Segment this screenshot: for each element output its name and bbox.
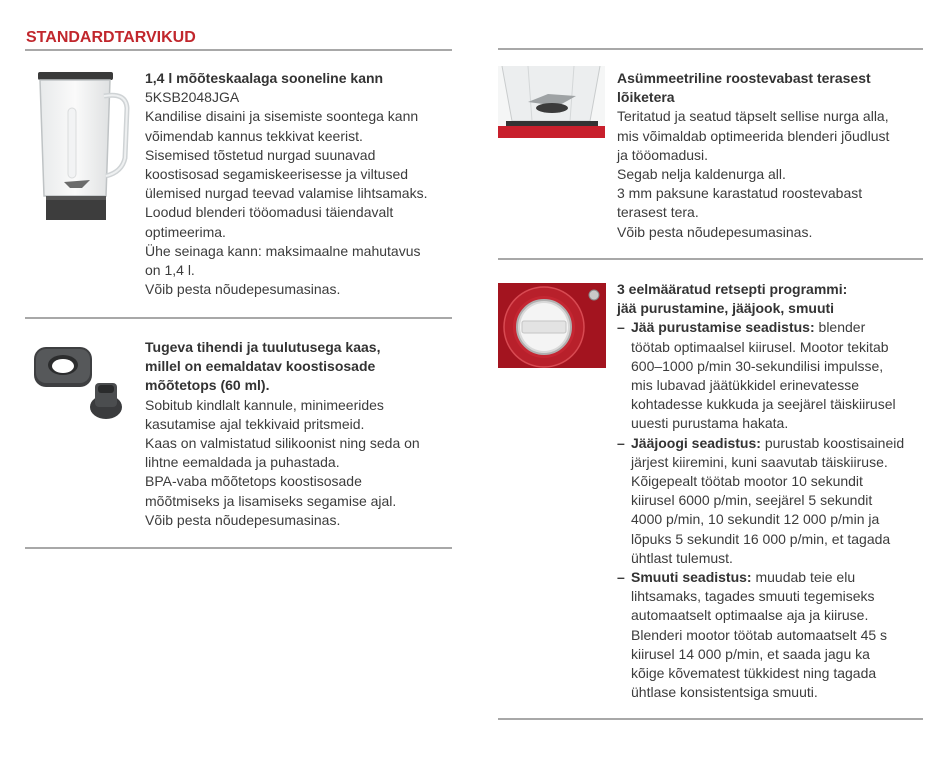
description-line: Sobitub kindlalt kannule, minimeerides [145,396,384,413]
description-line: Võib pesta nõudepesumasinas. [617,223,813,240]
description-line: mis võimaldab optimeerida blenderi jõudlust [617,127,890,144]
description-line: Kaas on valmistatud silikoonist ning seda on [145,435,420,452]
description-line: terasest tera. [617,204,699,221]
control-dial-icon [498,283,606,368]
description-line: kiirusel 6000 p/min, seejärel 5 sekundit [631,492,873,509]
description-line: kõige kõvematest tükkidest ning tagada [631,665,877,682]
divider [25,547,452,549]
description-line: koostisosad segamiskeerisesse ja viltused [145,166,409,183]
description-line: lihtne eemaldada ja puhastada. [145,454,340,471]
description-line: Võib pesta nõudepesumasinas. [145,511,341,528]
description-line: 600–1000 p/min 30-sekundilisi impulsse, [631,357,884,374]
description-line: töötab optimaalsel kiirusel. Mootor tekitab [631,338,889,355]
blade-assembly-icon [498,66,605,138]
description-line: ülemised nurgad teevad valamise lihtsamaks. [145,185,428,202]
product-title-line: Asümmeetriline roostevabast terasest [617,70,871,86]
product-title: 1,4 l mõõteskaalaga sooneline kann [145,70,384,86]
description-line: mõõtmiseks ja lisamiseks segamise ajal. [145,492,397,509]
description-line: 4000 p/min, 10 sekundit 12 000 p/min ja [631,511,880,528]
product-title-line: 3 eelmääratud retsepti programmi: [617,281,848,297]
description-line: 3 mm paksune karastatud roostevabast [617,185,863,202]
description-line: Võib pesta nõudepesumasinas. [145,281,341,298]
description-line: ja tööomadusi. [617,146,709,163]
divider [25,317,452,319]
description-line: järjest kiiremini, kuni saavutab täiskiiruse. [631,453,888,470]
program-label: Smuuti seadistus: [631,569,752,586]
description-line: Sisemised tõstetud nurgad suunavad [145,146,376,163]
program-label: Jääjoogi seadistus: [631,434,761,451]
description-line: Segab nelja kaldenurga all. [617,166,786,183]
description-line: Ühe seinaga kann: maksimaalne mahutavus [145,242,421,259]
description-line: kiirusel 14 000 p/min, et saada jagu ka [631,645,870,662]
divider [498,48,923,50]
description-line: on 1,4 l. [145,262,195,279]
divider [498,258,923,260]
description-line: uuesti purustama hakata. [631,415,789,432]
description-line: lõpuks 5 sekundit 16 000 p/min, et tagada [631,530,891,547]
description-line: mis lubavad jäätükkidel erinevatesse [631,377,860,394]
description-line: ühtlase konsistentsiga smuuti. [631,684,818,701]
program-ice-crush: – Jää purustamise seadistus: blender töötab optimaalsel kiirusel. Mootor tekitab 600–1000 p/min 30-sekundilisi impulsse, mis lubavad jäätükkidel erinevatesse kohtadesse kukkuda ja seejärel täiskiirusel uuesti purustama hakata. [617,318,932,433]
product-model-number: 5KSB2048JGA [145,89,240,106]
description-line: kasutamise ajal tekkivaid pritsmeid. [145,415,365,432]
product-title-line: Tugeva tihendi ja tuulutusega kaas, [145,339,381,355]
program-icy-drink: – Jääjoogi seadistus: purustab koostisaineid järjest kiiremini, kuni saavutab täiskiiruse. Kõigepealt töötab mootor 10 sekundit kiirusel 6000 p/min, seejärel 5 sekundit 4000 p/min, 10 sekundit 12 000 p/min ja lõpuks 5 sekundit 16 000 p/min, et tagada ühtlast tulemust. [617,434,932,568]
description-line: Kõigepealt töötab mootor 10 sekundit [631,473,863,490]
program-label: Jää purustamise seadistus: [631,319,815,336]
lid-and-measuring-cup-icon [30,343,135,423]
product-title-line: lõiketera [617,89,675,106]
divider [498,718,923,720]
blender-jar-icon [30,68,135,223]
program-smoothie: – Smuuti seadistus: muudab teie elu lihtsamaks, tagades smuuti tegemiseks automaatselt optimaalse aja ja kiiruse. Blenderi mootor töötab automaatselt 45 s kiirusel 14 000 p/min, et saada jagu ka kõige kõvematest tükkidest ning tagada ühtlase konsistentsiga smuuti. [617,568,932,702]
divider [25,49,452,51]
description-line: võimendab kannus tekkivat keerist. [145,127,363,144]
description-line: BPA-vaba mõõtetops koostisosade [145,473,362,490]
description-line: Teritatud ja seatud täpselt sellise nurga alla, [617,108,889,125]
description-line: Loodud blenderi tööomadusi täiendavalt [145,204,394,221]
description-line: lihtsamaks, tagades smuuti tegemiseks [631,588,875,605]
description-line: automaatselt optimaalse aja ja kiiruse. [631,607,869,624]
description-line: ühtlast tulemust. [631,549,733,566]
product-title-line: millel on eemaldatav koostisosade [145,358,376,375]
description-line: kohtadesse kukkuda ja seejärel täiskiirusel [631,396,896,413]
product-title-line: mõõtetops (60 ml). [145,377,270,394]
description-line: Kandilise disaini ja sisemiste soontega kann [145,108,419,125]
product-title-line: jää purustamine, jääjook, smuuti [617,300,835,317]
section-title: STANDARDTARVIKUD [26,29,196,46]
description-line: optimeerima. [145,223,226,240]
description-line: Blenderi mootor töötab automaatselt 45 s [631,626,888,643]
